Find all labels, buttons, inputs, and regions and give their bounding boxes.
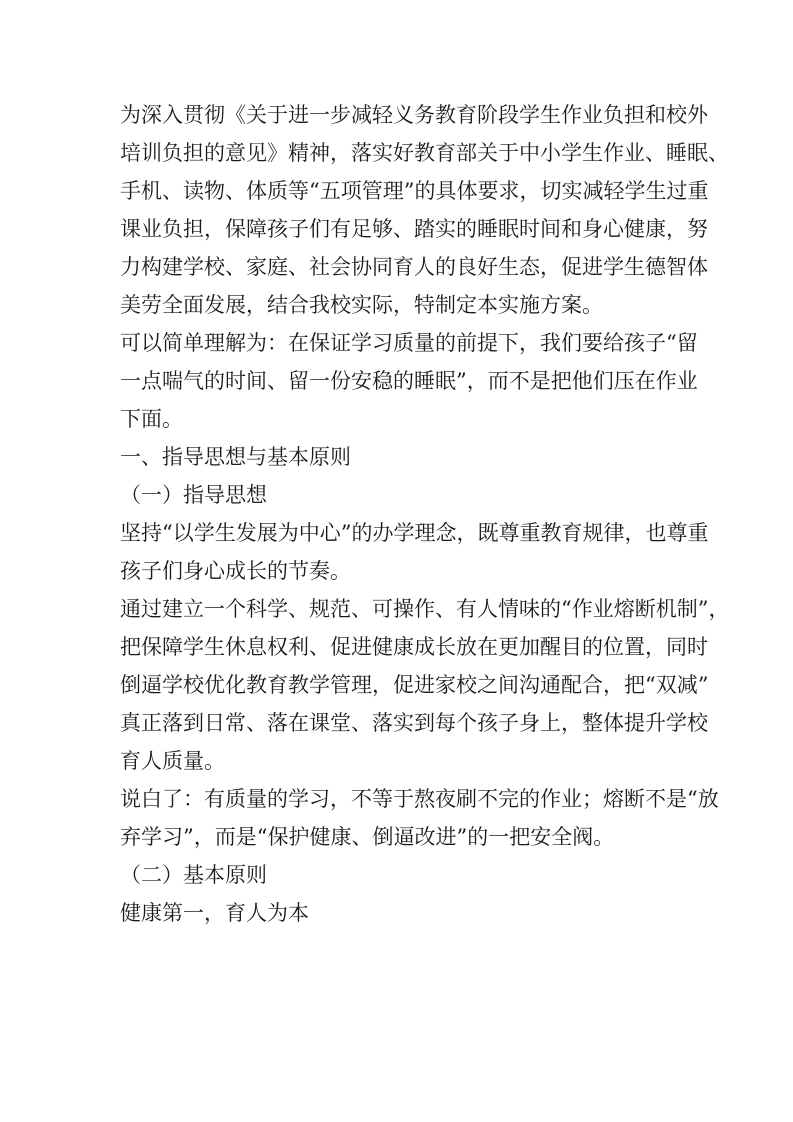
text-line: 美劳全面发展，结合我校实际，特制定本实施方案。 <box>120 293 603 317</box>
paragraph <box>120 476 674 514</box>
document-page <box>120 96 730 932</box>
text-line: 真正落到日常、落在课堂、落实到每个孩子身上，整体提升学校 <box>120 711 708 735</box>
text-line: 培训负担的意见》精神，落实好教育部关于中小学生作业、睡眠、 <box>120 141 729 165</box>
text-line: 力构建学校、家庭、社会协同育人的良好生态，促进学生德智体 <box>120 255 708 279</box>
text-line: 下面。 <box>120 407 183 431</box>
text-line: 健康第一，育人为本 <box>120 901 309 925</box>
text-line: 一点喘气的时间、留一份安稳的睡眠”，而不是把他们压在作业 <box>120 369 698 393</box>
text-line: 说白了：有质量的学习，不等于熬夜刷不完的作业；熔断不是“放 <box>120 787 719 811</box>
text-line: 一、指导思想与基本原则 <box>120 445 351 469</box>
text-line: 通过建立一个科学、规范、可操作、有人情味的“作业熔断机制”， <box>120 597 730 621</box>
paragraph <box>120 96 729 324</box>
paragraph <box>120 590 730 780</box>
paragraph <box>120 856 674 894</box>
text-line: 坚持“以学生发展为中心”的办学理念，既尊重教育规律，也尊重 <box>120 521 709 545</box>
paragraph <box>120 894 674 932</box>
text-line: 课业负担，保障孩子们有足够、踏实的睡眠时间和身心健康，努 <box>120 217 708 241</box>
text-line: 手机、读物、体质等“五项管理”的具体要求，切实减轻学生过重 <box>120 179 709 203</box>
text-line: 倒逼学校优化教育教学管理，促进家校之间沟通配合，把“双减” <box>120 673 709 697</box>
text-line: 弃学习”，而是“保护健康、倒逼改进”的一把安全阀。 <box>120 825 615 849</box>
text-line: （一）指导思想 <box>120 483 267 507</box>
paragraph <box>120 324 698 438</box>
paragraph <box>120 780 719 856</box>
paragraph <box>120 514 709 590</box>
paragraph <box>120 438 674 476</box>
text-line: 把保障学生休息权利、促进健康成长放在更加醒目的位置，同时 <box>120 635 708 659</box>
text-line: 孩子们身心成长的节奏。 <box>120 559 351 583</box>
text-line: 育人质量。 <box>120 749 225 773</box>
text-line: 可以简单理解为：在保证学习质量的前提下，我们要给孩子“留 <box>120 331 698 355</box>
text-line: （二）基本原则 <box>120 863 267 887</box>
text-line: 为深入贯彻《关于进一步减轻义务教育阶段学生作业负担和校外 <box>120 103 708 127</box>
